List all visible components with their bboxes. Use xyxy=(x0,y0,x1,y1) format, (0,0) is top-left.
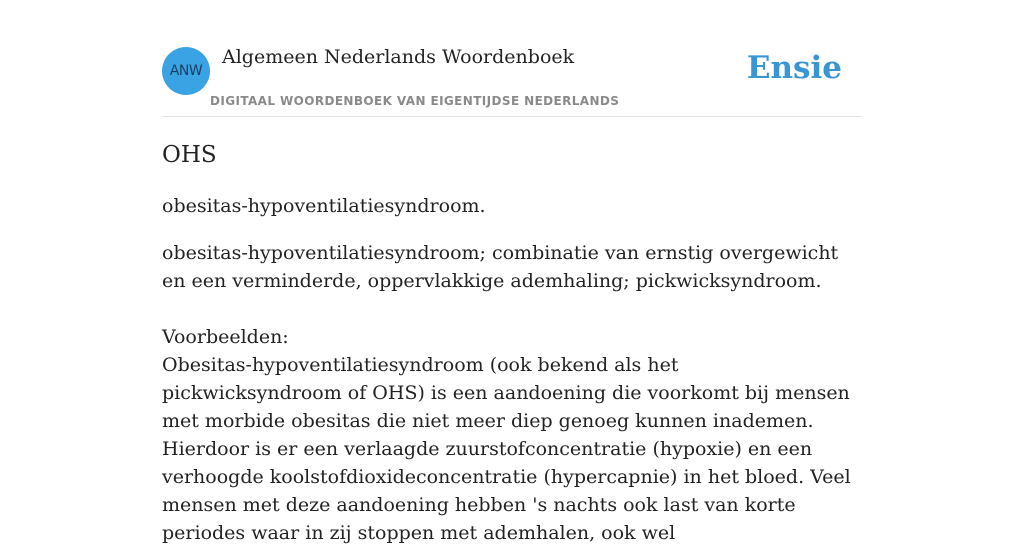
site-subtitle: DIGITAAL WOORDENBOEK VAN EIGENTIJDSE NEDERLANDS xyxy=(210,94,620,108)
short-definition: obesitas-hypoventilatiesyndroom. xyxy=(162,195,486,217)
example-text: Obesitas-hypoventilatiesyndroom (ook bekend als het pickwicksyndroom of OHS) is een aandoening die voorkomt bij mensen met morbide obesitas die niet meer diep genoeg kunnen inademen. Hierdoor is er een verlaagde zuurstofconcentratie (hypoxie) en een verhoogde koolstofdioxideconcentratie (hypercapnie) in het bloed. Veel mensen met deze aandoening hebben 's nachts ook last van korte periodes waar in zij stoppen met ademhalen, ook wel xyxy=(162,354,851,544)
site-header xyxy=(162,0,862,117)
anw-logo[interactable]: ANW xyxy=(162,47,210,95)
entry-headword: OHS xyxy=(162,142,217,168)
entry-content xyxy=(162,138,862,544)
examples-label: Voorbeelden: xyxy=(162,326,289,348)
long-definition: obesitas-hypoventilatiesyndroom; combinatie van ernstig overgewicht en een verminderde, oppervlakkige ademhaling; pickwicksyndroom. xyxy=(162,242,839,292)
ensie-brand-link[interactable]: Ensie xyxy=(746,50,842,86)
site-title[interactable]: Algemeen Nederlands Woordenboek xyxy=(222,46,575,68)
